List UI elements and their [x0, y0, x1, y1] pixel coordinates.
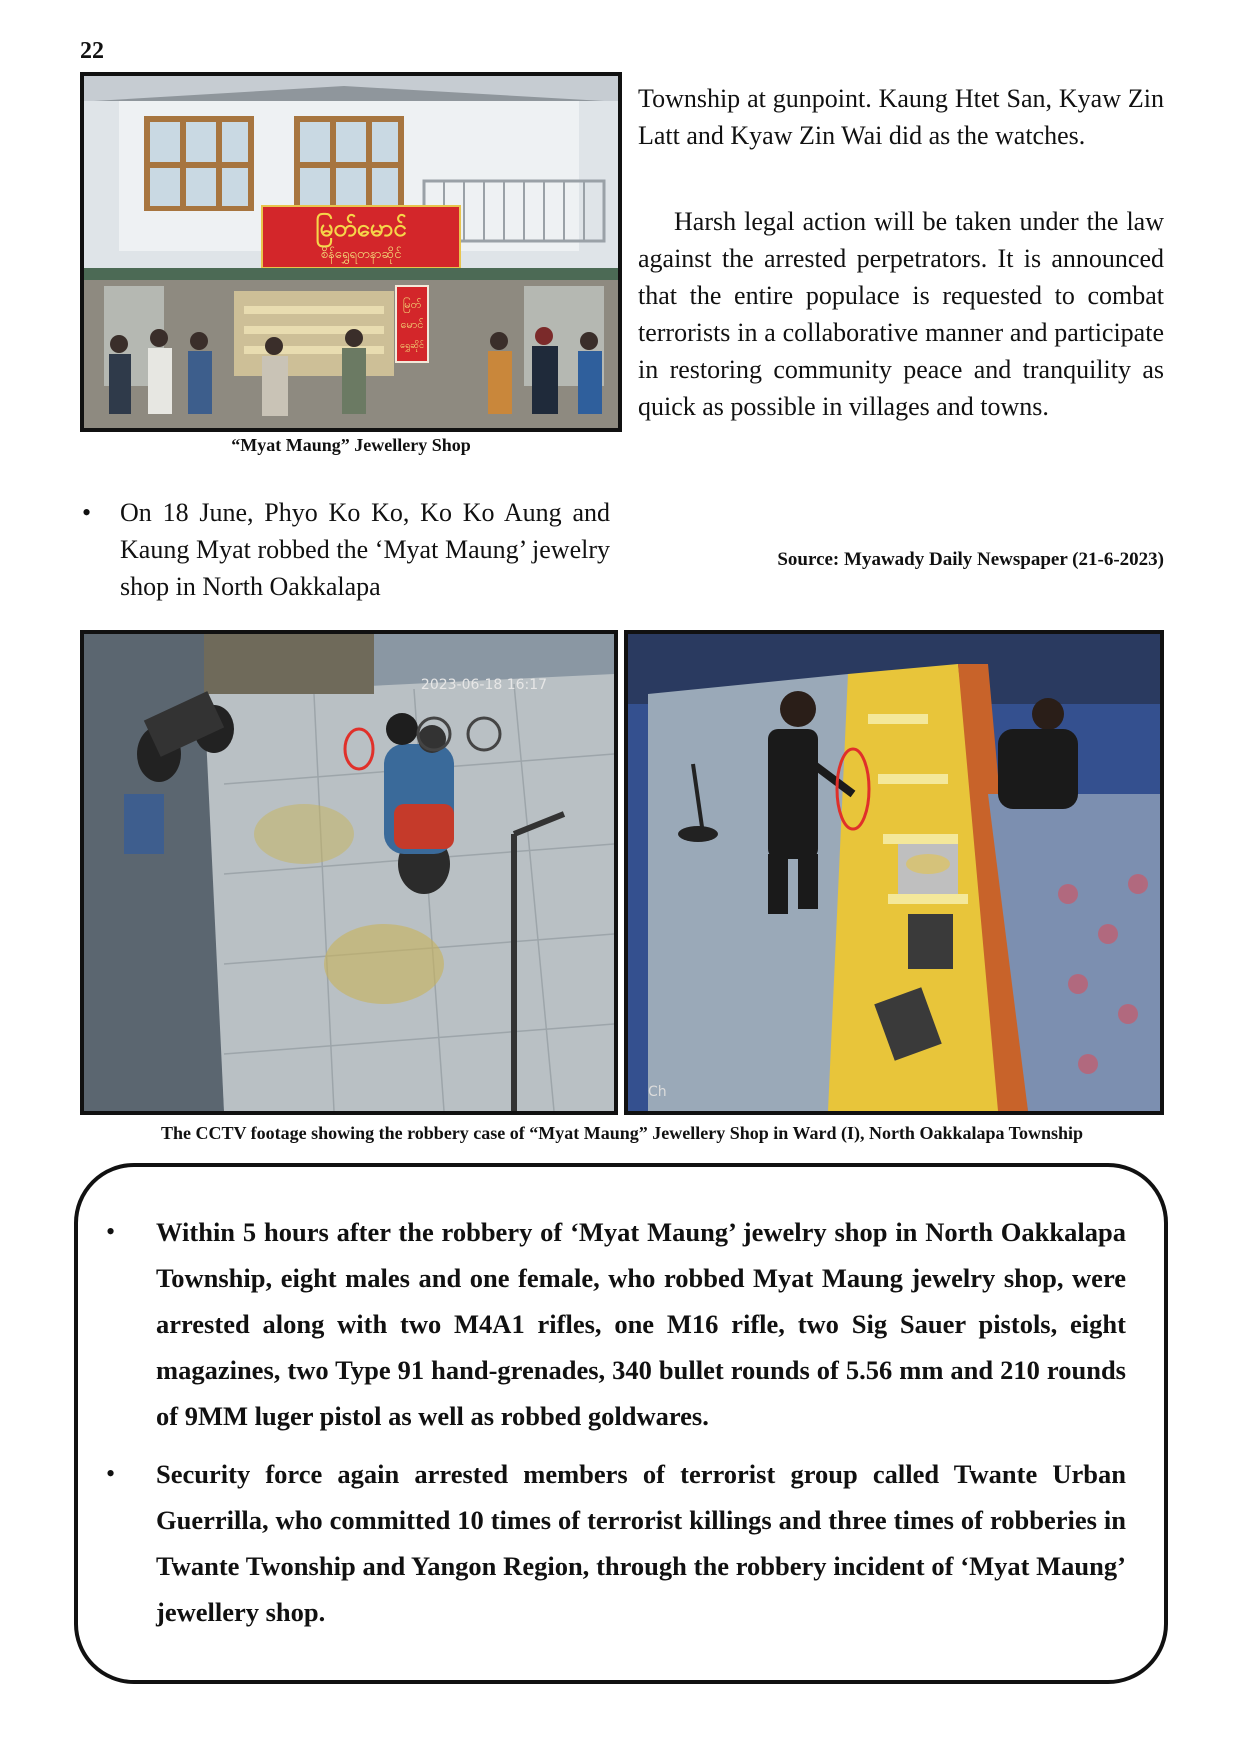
shop-sign-main: မြတ်မောင် — [315, 214, 407, 242]
shop-side-sign-2: မောင် — [400, 318, 424, 331]
bullet-icon: • — [82, 498, 92, 527]
left-bullet-text: On 18 June, Phyo Ko Ko, Ko Ko Aung and Kaung Myat robbed the ‘Myat Maung’ jewelry shop in North Oakkalapa — [120, 498, 610, 601]
source-citation: Source: Myawady Daily Newspaper (21-6-2023) — [777, 549, 1164, 570]
summary-item-text: Security force again arrested members of terrorist group called Twante Urban Guerrilla, who committed 10 times of terrorist killings and three times of robberies in Twante Twonship and Yangon Region, through the robbery incident of ‘Myat Maung’ jewellery shop. — [156, 1459, 1126, 1627]
bullet-icon: • — [106, 1217, 116, 1246]
cctv-street-illustration — [84, 634, 614, 1111]
cctv-timestamp: 2023-06-18 16:17 — [420, 677, 548, 693]
page-number: 22 — [80, 38, 104, 64]
shop-side-sign-1: မြတ် — [402, 298, 422, 311]
shop-photo — [80, 72, 622, 432]
cctv-watermark: Ch — [648, 1084, 667, 1100]
cctv-photo-shop-interior — [624, 630, 1164, 1115]
left-bullet-item — [80, 494, 610, 605]
summary-item — [106, 1209, 1126, 1439]
cctv-interior-illustration — [628, 634, 1160, 1111]
right-column-paragraph-2: Harsh legal action will be taken under the law against the arrested perpetrators. It is announced that the entire populace is requested to combat terrorists in a collaborative manner and participate in restoring community peace and tranquility as quick as possible in villages and towns. — [638, 207, 1164, 421]
bullet-icon: • — [106, 1459, 116, 1488]
cctv-caption: The CCTV footage showing the robbery case of “Myat Maung” Jewellery Shop in Ward (I), North Oakkalapa Township — [160, 1123, 1084, 1143]
right-column-paragraph-1: Township at gunpoint. Kaung Htet San, Kyaw Zin Latt and Kyaw Zin Wai did as the watches. — [638, 84, 1164, 150]
summary-item-text: Within 5 hours after the robbery of ‘Myat Maung’ jewelry shop in North Oakkalapa Township, eight males and one female, who robbed Myat Maung jewelry shop, were arrested along with two M4A1 rifles, one M16 rifle, two Sig Sauer pistols, eight magazines, two Type 91 hand-grenades, 340 bullet rounds of 5.56 mm and 210 rounds of 9MM luger pistol as well as robbed goldwares. — [156, 1217, 1126, 1431]
cctv-photo-street — [80, 630, 618, 1115]
summary-item — [106, 1451, 1126, 1635]
summary-box — [74, 1163, 1168, 1684]
shop-photo-caption: “Myat Maung” Jewellery Shop — [231, 435, 471, 455]
shop-side-sign-3: ရွှေဆိုင် — [400, 341, 424, 351]
shop-photo-illustration — [84, 76, 618, 428]
shop-sign-sub: စိန်ရွှေရတနာဆိုင် — [320, 247, 402, 262]
